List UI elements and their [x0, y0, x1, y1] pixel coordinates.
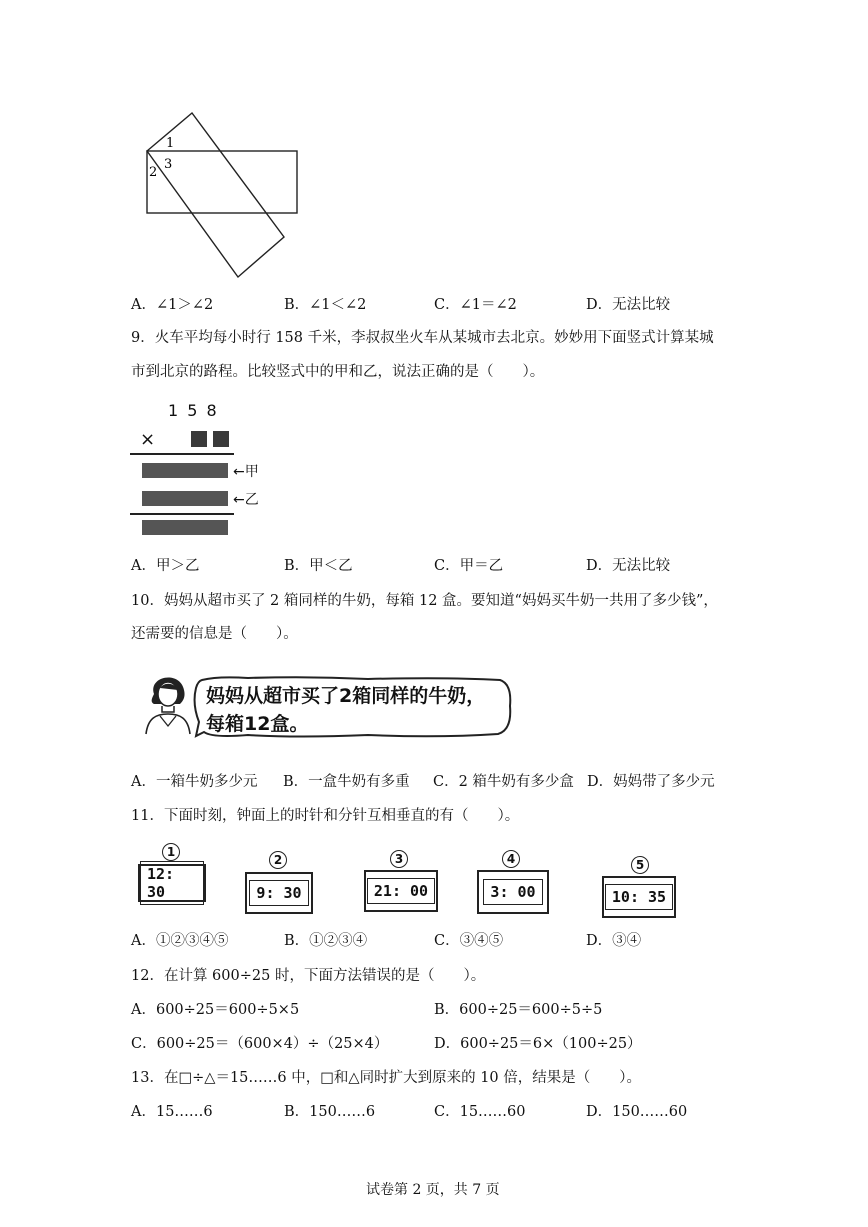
q11-option-c[interactable]: C．③④⑤	[434, 933, 504, 949]
q13-option-b[interactable]: B．150……6	[284, 1104, 376, 1120]
clock-5-time: 10: 35	[605, 884, 673, 910]
q9-partial-product-yi	[142, 491, 228, 506]
q9-multiplicand: 1 5 8	[168, 401, 219, 420]
q13-stem: 13．在□÷△＝15……6 中，□和△同时扩大到原来的 10 倍，结果是（ ）。	[131, 1070, 642, 1086]
q8-option-a[interactable]: A．∠1＞∠2	[131, 297, 214, 313]
q9-times-sign: ×	[140, 429, 156, 450]
q9-option-a[interactable]: A．甲＞乙	[131, 558, 200, 574]
clock-1-time: 12: 30	[140, 861, 204, 905]
bubble-line1: 妈妈从超市买了2箱同样的牛奶，	[206, 685, 486, 707]
clock-4-time: 3: 00	[483, 879, 542, 905]
q9-rule-2	[130, 513, 234, 515]
q11-option-b[interactable]: B．①②③④	[284, 933, 368, 949]
q13-option-d[interactable]: D．150……60	[586, 1104, 688, 1120]
q10-option-b[interactable]: B．一盒牛奶有多重	[283, 774, 410, 790]
q10-stem-line1: 10．妈妈从超市买了 2 箱同样的牛奶，每箱 12 盒。要知道“妈妈买牛奶一共用了多少钱”，	[131, 593, 718, 609]
q12-stem: 12．在计算 600÷25 时，下面方法错误的是（ ）。	[131, 968, 486, 984]
clock-number-3: 3	[390, 850, 408, 868]
q8-option-b[interactable]: B．∠1＜∠2	[284, 297, 367, 313]
speech-bubble	[188, 674, 516, 740]
q13-option-a[interactable]: A．15……6	[131, 1104, 213, 1120]
q13-option-c[interactable]: C．15……60	[434, 1104, 526, 1120]
page-footer: 试卷第 2 页，共 7 页	[366, 1182, 500, 1198]
q9-vertical-multiplication	[130, 395, 290, 540]
angle-label-1: 1	[166, 136, 175, 151]
bubble-line2: 每箱12盒。	[206, 713, 309, 735]
q9-stem-line1: 9．火车平均每小时行 158 千米，李叔叔坐火车从某城市去北京。妙妙用下面竖式计算某城	[131, 330, 714, 346]
q9-partial-product-jia	[142, 463, 228, 478]
q8-angle-figure	[128, 105, 308, 285]
clock-4	[477, 870, 549, 914]
q9-option-b[interactable]: B．甲＜乙	[284, 558, 353, 574]
q9-hidden-digit-1	[191, 431, 207, 447]
q12-option-b[interactable]: B．600÷25＝600÷5÷5	[434, 1002, 603, 1018]
q9-label-jia: ←甲	[233, 464, 259, 480]
clock-number-4: 4	[502, 850, 520, 868]
q12-option-c[interactable]: C．600÷25＝（600×4）÷（25×4）	[131, 1036, 389, 1052]
mom-illustration	[140, 668, 192, 736]
q12-option-d[interactable]: D．600÷25＝6×（100÷25）	[434, 1036, 642, 1052]
clock-number-5: 5	[631, 856, 649, 874]
clock-3	[364, 870, 438, 912]
clock-5	[602, 876, 676, 918]
clock-number-1: 1	[162, 843, 180, 861]
q10-option-d[interactable]: D．妈妈带了多少元	[587, 774, 715, 790]
q9-label-yi: ←乙	[233, 492, 259, 508]
q9-option-c[interactable]: C．甲＝乙	[434, 558, 504, 574]
q9-option-d[interactable]: D．无法比较	[586, 558, 671, 574]
q10-option-a[interactable]: A．一箱牛奶多少元	[131, 774, 258, 790]
q9-stem-line2: 市到北京的路程。比较竖式中的甲和乙，说法正确的是（ ）。	[131, 364, 545, 380]
q9-final-product	[142, 520, 228, 535]
clock-number-2: 2	[269, 851, 287, 869]
angle-label-3: 3	[164, 157, 173, 172]
q10-option-c[interactable]: C．2 箱牛奶有多少盒	[433, 774, 574, 790]
clock-2-time: 9: 30	[249, 880, 308, 906]
q10-stem-line2: 还需要的信息是（ ）。	[131, 626, 298, 642]
clock-2	[245, 872, 313, 914]
q11-stem: 11．下面时刻，钟面上的时针和分针互相垂直的有（ ）。	[131, 808, 520, 824]
q9-hidden-digit-2	[213, 431, 229, 447]
q11-option-a[interactable]: A．①②③④⑤	[131, 933, 229, 949]
clock-3-time: 21: 00	[367, 878, 435, 904]
q9-rule-1	[130, 453, 234, 455]
q11-option-d[interactable]: D．③④	[586, 933, 642, 949]
q8-option-d[interactable]: D．无法比较	[586, 297, 671, 313]
q12-option-a[interactable]: A．600÷25＝600÷5×5	[131, 1002, 300, 1018]
angle-label-2: 2	[149, 165, 158, 180]
q8-option-c[interactable]: C．∠1＝∠2	[434, 297, 517, 313]
clock-1	[138, 864, 206, 902]
